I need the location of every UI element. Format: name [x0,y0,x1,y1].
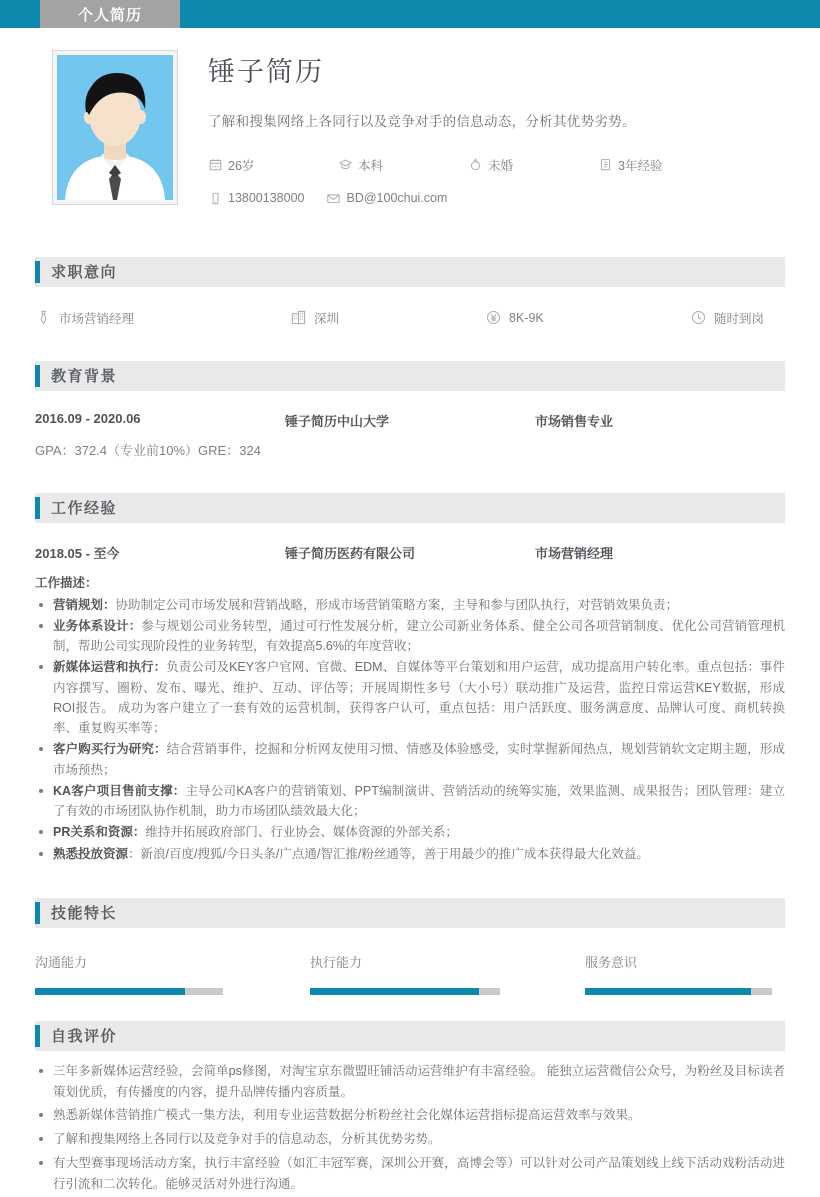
intention-position [35,309,290,327]
education-major: 市场销售专业 [535,413,614,429]
meta-degree [338,156,468,174]
resume-tab [40,0,180,28]
list-item: 了解和搜集网络上各同行以及竞争对手的信息动态，分析其优势劣势。 [35,1129,785,1150]
skill-progress-fill [585,988,751,995]
education-school: 锤子简历中山大学 [285,413,390,429]
intention-salary-label: 8K-9K [509,310,544,325]
education-entry [35,411,785,430]
skill-progress-track [310,988,500,995]
skill-item [35,952,310,995]
work-job-title: 市场营销经理 [535,545,614,561]
meta-experience-label: 3年经验 [618,158,663,173]
calendar-icon [208,157,223,172]
list-item: 熟悉新媒体营销推广模式一集方法，利用专业运营数据分析粉丝社会化媒体运营指标提高运营效率与效果。 [35,1105,785,1126]
skill-progress-track [35,988,223,995]
section-accent-bar [35,497,40,519]
skill-item [585,952,785,995]
clock-icon [690,309,707,326]
envelope-icon [326,191,341,206]
briefcase-icon [598,157,613,172]
meta-experience [598,156,728,174]
skills-row [35,952,785,995]
top-banner [0,0,820,28]
meta-email [326,191,447,206]
bullet-body: 主导公司KA客户的营销策划、PPT编制演讲、营销活动的统筹实施，效果监测、成果报告；团队管理：建立了有效的市场团队协作机制，助力市场团队绩效最大化； [53,783,785,819]
section-accent-bar [35,261,40,283]
profile-info [178,50,820,223]
bullet-body: 参与规划公司业务转型，通过可行性发展分析，建立公司新业务体系、健全公司各项营销制度、优化公司营销管理机制，帮助公司实现阶段性的业务转型，有效提高5.6%的年度营收； [53,618,785,654]
building-icon [290,309,307,326]
bullet-lead: 营销规划： [53,597,116,612]
section-skills-title: 技能特长 [51,905,118,923]
job-intention-row [35,309,785,327]
section-job-intention-title: 求职意向 [51,264,118,282]
work-company: 锤子简历医药有限公司 [285,545,416,561]
intention-position-label: 市场营销经理 [59,311,135,326]
phone-icon [208,191,223,206]
work-entry [35,543,785,562]
section-education-header [35,361,785,391]
list-item [35,616,785,657]
meta-phone-label: 13800138000 [228,191,305,206]
section-work-title: 工作经验 [51,500,118,518]
profile-meta-row [208,156,820,174]
avatar [52,50,178,205]
profile-contact-row [208,191,820,206]
profile-summary: 了解和搜集网络上各同行以及竞争对手的信息动态，分析其优势劣势。 [208,113,636,129]
resume-tab-label: 个人简历 [77,6,142,24]
skill-progress-fill [35,988,185,995]
meta-marital-label: 未婚 [488,158,514,173]
bullet-lead: 业务体系设计： [53,618,142,633]
skill-label: 沟通能力 [35,954,88,970]
skill-label: 执行能力 [310,954,363,970]
avatar-illustration [57,55,173,200]
ring-icon [468,157,483,172]
intention-availability-label: 随时到岗 [714,311,765,326]
bullet-lead: 新媒体运营和执行： [53,660,167,675]
bullet-body: ：新浪/百度/搜狐/今日头条/广点通/智汇推/粉丝通等，善于用最少的推广成本获得最大化效益。 [128,846,649,861]
meta-email-label: BD@100chui.com [346,191,448,206]
intention-availability [690,309,764,327]
page-title: 锤子简历 [208,57,324,87]
section-accent-bar [35,1025,40,1047]
section-self-evaluation-header [35,1021,785,1051]
meta-phone [208,191,304,206]
education-detail: GPA：372.4（专业前10%）GRE：324 [35,442,261,458]
section-accent-bar [35,365,40,387]
meta-age-label: 26岁 [228,158,255,173]
yen-circle-icon [485,309,502,326]
list-item [35,844,785,864]
work-description-label: 工作描述： [35,575,98,590]
education-date: 2016.09 - 2020.06 [35,410,141,426]
self-evaluation-list [35,1061,785,1195]
profile-header [0,28,820,223]
intention-city [290,309,485,327]
meta-degree-label: 本科 [358,158,384,173]
bullet-body: 协助制定公司市场发展和营销战略，形成市场营销策略方案，主导和参与团队执行，对营销效果负责； [115,597,679,612]
list-item [35,781,785,822]
section-work-header [35,493,785,523]
work-bullet-list [35,595,785,864]
section-accent-bar [35,902,40,924]
intention-salary [485,309,690,327]
section-self-evaluation-title: 自我评价 [51,1028,118,1046]
skill-label: 服务意识 [585,954,638,970]
bullet-body: 结合营销事件，挖掘和分析网友使用习惯、情感及体验感受，实时掌握新闻热点，规划营销软文定期主题，形成市场预热； [53,742,785,777]
list-item [35,595,785,615]
graduation-cap-icon [338,157,353,172]
necktie-icon [35,309,52,326]
skill-item [310,952,585,995]
meta-marital [468,156,598,174]
section-job-intention-header [35,257,785,287]
bullet-lead: KA客户项目售前支撑： [53,783,186,798]
list-item: 三年多新媒体运营经验，会简单ps修图，对淘宝京东微盟旺铺活动运营维护有丰富经验。 能独立运营微信公众号，为粉丝及目标读者策划优质，有传播度的内容，提升品牌传播内容质量。 [35,1061,785,1103]
intention-city-label: 深圳 [314,311,340,326]
list-item [35,739,785,780]
bullet-lead: 客户购买行为研究： [53,742,167,757]
bullet-body: 负责公司及KEY客户官网、官微、EDM、自媒体等平台策划和用户运营，成功提高用户转化率。重点包括：事件内容撰写、圈粉、发布、曝光、维护、互动、评估等；开展周期性多号（大小号）联动推广及运营，监控日常运营KEY数据，形成ROI报告。 成功为客户建立了一套有效的运营机制，获得客户认可，重点包括：用户活跃度、服务满意度、品牌认可度、商机转换率、重复购买率等； [53,660,785,736]
list-item [35,822,785,842]
section-education-title: 教育背景 [51,368,118,386]
list-item: 有大型赛事现场活动方案，执行丰富经验（如汇丰冠军赛，深圳公开赛，高博会等）可以针对公司产品策划线上线下活动戏粉活动进行引流和二次转化。能够灵活对外进行沟通。 [35,1153,785,1195]
list-item [35,657,785,738]
section-skills-header [35,898,785,928]
bullet-lead: 熟悉投放资源 [53,846,129,861]
skill-progress-track [585,988,772,995]
meta-age [208,156,338,174]
bullet-body: 维持并拓展政府部门、行业协会、媒体资源的外部关系； [145,825,458,840]
bullet-lead: PR关系和资源： [53,825,146,840]
skill-progress-fill [310,988,479,995]
person-photo-icon [57,55,173,200]
work-date: 2018.05 - 至今 [35,545,120,561]
